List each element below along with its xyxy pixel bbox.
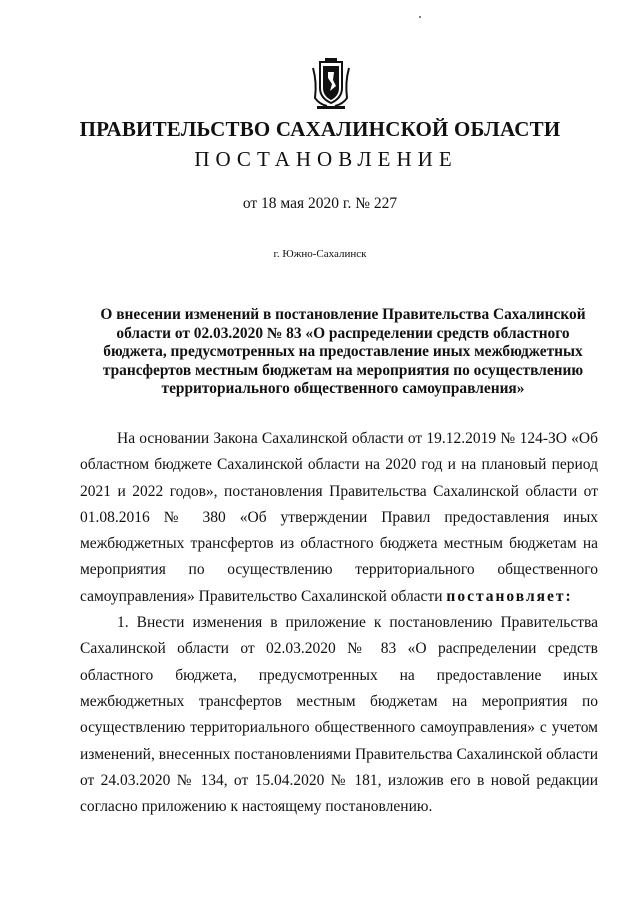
resolution-keyword: постановляет: [446,587,573,605]
government-title: ПРАВИТЕЛЬСТВО САХАЛИНСКОЙ ОБЛАСТИ [79,117,561,141]
document-body [80,426,598,820]
document-date-number: от 18 мая 2020 г. № 227 [242,195,398,212]
issue-city: г. Южно-Сахалинск [273,248,367,260]
document-type: ПОСТАНОВЛЕНИЕ [194,147,458,171]
document-heading: О внесении изменений в постановление Правительства Сахалинской области от 02.03.2020 № 83 «О распределении средств областного бюджета, предусмотренных на предоставление иных межбюджетных трансфертов местным бюджетам на мероприятия по осуществлению территориального общественного самоуправления» [100,306,586,398]
paragraph-item-1: 1. Внести изменения в приложение к постановлению Правительства Сахалинской области от 02.03.2020 № 83 «О распределении средств областного бюджета, предусмотренных на предоставление иных межбюджетных трансфертов местным бюджетам на мероприятия по осуществлению территориального общественного самоуправления» с учетом изменений, внесенных постановлениями Правительства Сахалинской области от 24.03.2020 № 134, от 15.04.2020 № 181, изложив его в новой редакции согласно приложению к настоящему постановлению. [80,614,598,816]
scan-speck [419,16,421,18]
sakhalin-coat-of-arms-icon [311,58,351,110]
paragraph-preamble [80,426,598,610]
preamble-text: На основании Закона Сахалинской области от 19.12.2019 № 124-ЗО «Об областном бюджете Сахалинской области на 2020 год и на плановый период 2021 и 2022 годов», постановления Правительства Сахалинской области от 01.08.2016 № 380 «Об утверждении Правил предоставления иных межбюджетных трансфертов из областного бюджета местным бюджетам на мероприятия по осуществлению территориального общественного самоуправления» Правительство Сахалинской области [80,430,598,605]
